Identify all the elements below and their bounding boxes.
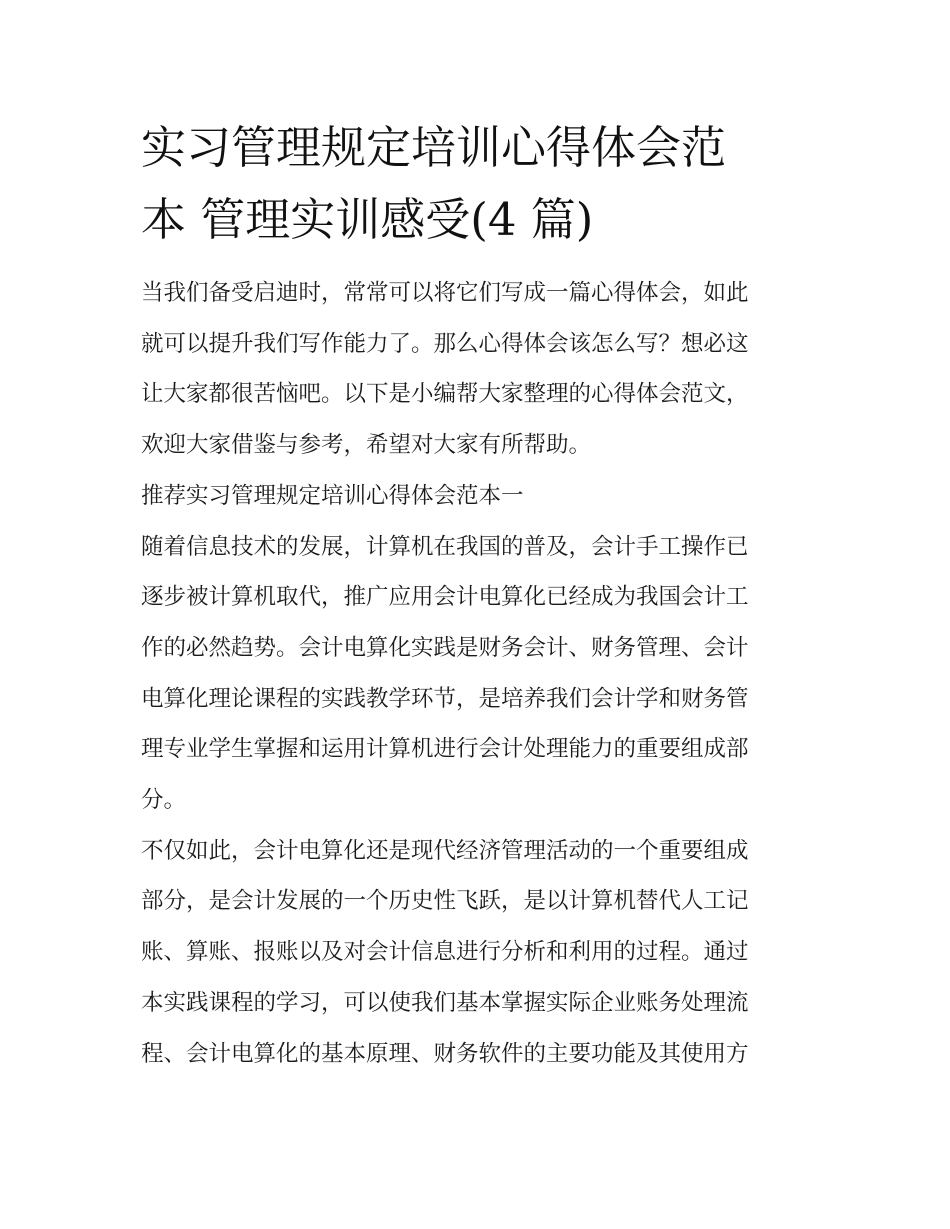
text-line: 程、会计电算化的基本原理、财务软件的主要功能及其使用方 (141, 1040, 749, 1067)
text-line: 本实践课程的学习，可以使我们基本掌握实际企业账务处理流 (141, 989, 749, 1016)
text-line: 电算化理论课程的实践教学环节，是培养我们会计学和财务管 (141, 685, 749, 712)
document-content (141, 112, 813, 1079)
title-line: 本 管理实训感受(4 篇) (141, 193, 594, 246)
text-line: 理专业学生掌握和运用计算机进行会计处理能力的重要组成部 (141, 736, 749, 763)
text-line: 部分，是会计发展的一个历史性飞跃，是以计算机替代人工记 (141, 888, 749, 915)
text-line: 不仅如此，会计电算化还是现代经济管理活动的一个重要组成 (141, 837, 749, 864)
text-line: 推荐实习管理规定培训心得体会范本一 (141, 482, 524, 509)
text-line: 逐步被计算机取代，推广应用会计电算化已经成为我国会计工 (141, 584, 749, 611)
text-line: 账、算账、报账以及对会计信息进行分析和利用的过程。通过 (141, 939, 749, 966)
text-line: 让大家都很苦恼吧。以下是小编帮大家整理的心得体会范文， (141, 381, 749, 408)
title-line: 实习管理规定培训心得体会范 (141, 121, 727, 174)
document-title (141, 112, 813, 256)
text-line: 当我们备受启迪时，常常可以将它们写成一篇心得体会，如此 (141, 280, 749, 306)
text-line: 作的必然趋势。会计电算化实践是财务会计、财务管理、会计 (141, 634, 749, 661)
text-line: 就可以提升我们写作能力了。那么心得体会该怎么写？想必这 (141, 330, 749, 357)
document-body (141, 268, 813, 1079)
text-line: 欢迎大家借鉴与参考，希望对大家有所帮助。 (141, 432, 592, 459)
text-line: 分。 (141, 787, 187, 814)
intro-paragraph (141, 268, 813, 471)
text-line: 随着信息技术的发展，计算机在我国的普及，会计手工操作已 (141, 533, 749, 560)
body-paragraph (141, 826, 813, 1080)
section-heading (141, 471, 813, 522)
body-paragraph (141, 522, 813, 826)
